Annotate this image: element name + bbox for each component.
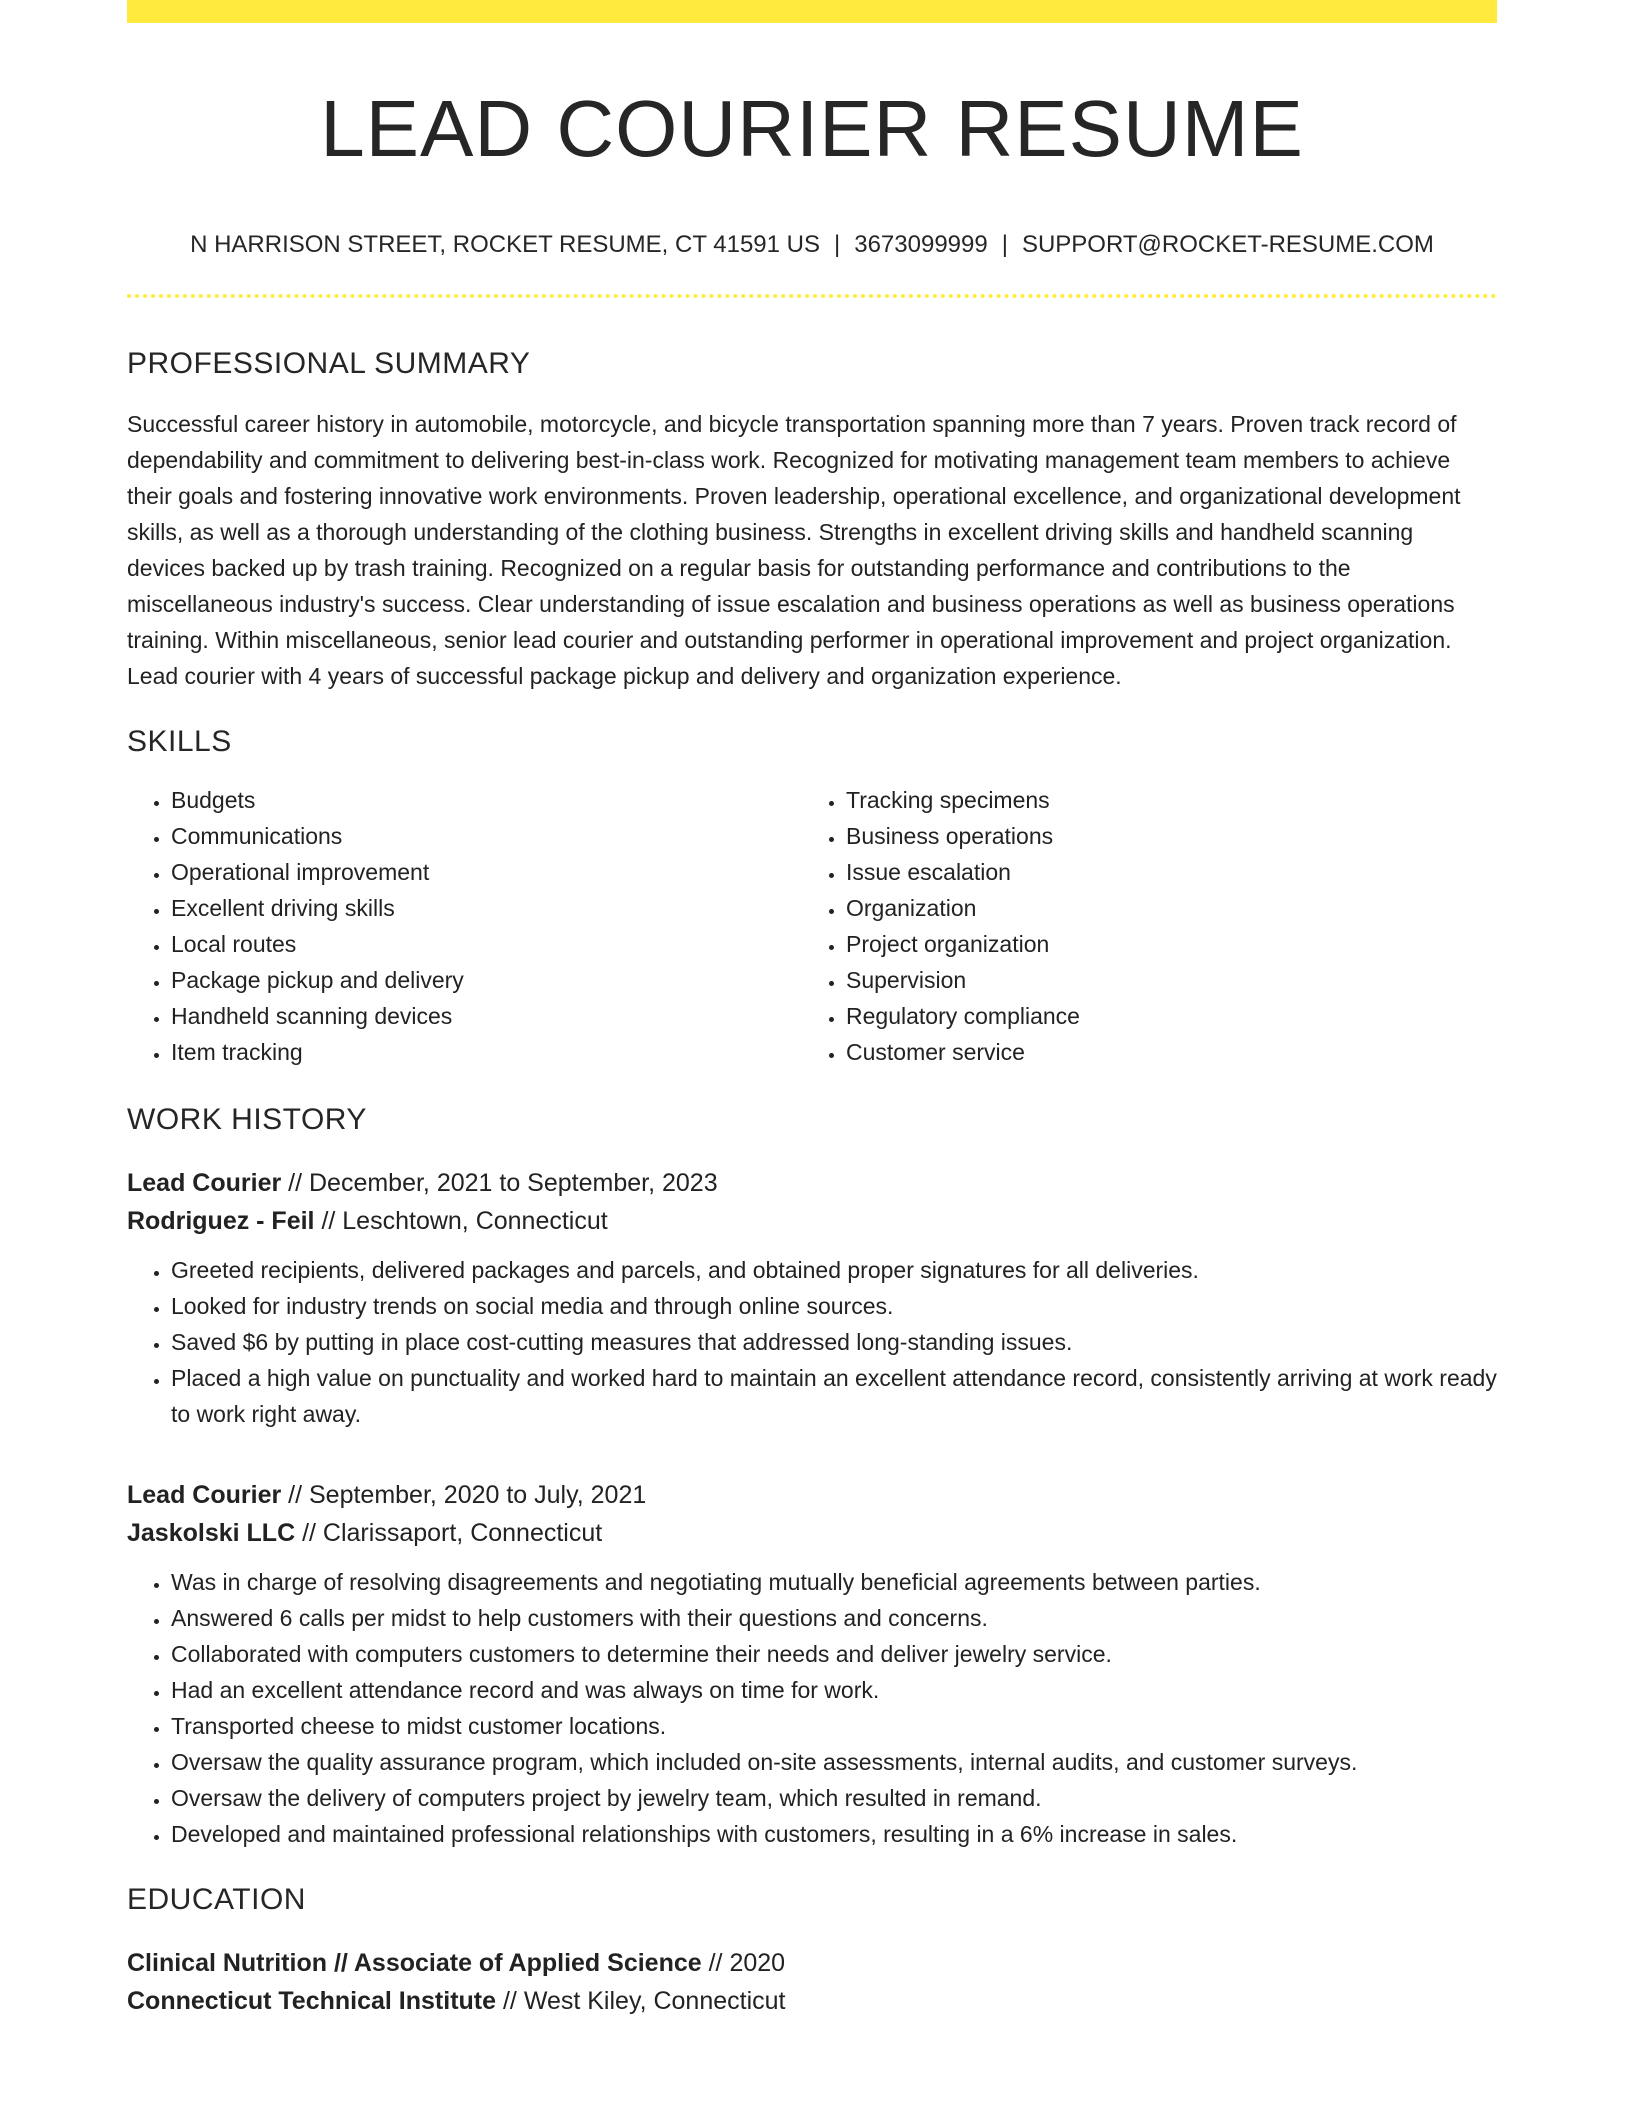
job-bullet: • Saved $6 by putting in place cost-cutting measures that addressed long-standing issues. <box>171 1324 1497 1360</box>
education-year: // 2020 <box>701 1948 786 1977</box>
job-bullet: • Oversaw the delivery of computers project by jewelry team, which resulted in remand. <box>171 1780 1497 1816</box>
job-bullet: • Collaborated with computers customers to determine their needs and deliver jewelry service. <box>171 1636 1497 1672</box>
job-bullet: • Looked for industry trends on social media and through online sources. <box>171 1288 1497 1324</box>
education-location: // West Kiley, Connecticut <box>496 1986 786 2015</box>
contact-separator: | <box>834 231 841 258</box>
skill-item: • Supervision <box>846 962 1477 998</box>
job-company-line <box>127 1202 1497 1240</box>
skill-item: • Excellent driving skills <box>171 890 802 926</box>
job-location: // Clarissaport, Connecticut <box>295 1518 603 1547</box>
section-title-skills: SKILLS <box>127 724 232 758</box>
skill-item: • Business operations <box>846 818 1477 854</box>
job-role: Lead Courier <box>127 1480 282 1509</box>
skill-item: • Handheld scanning devices <box>171 998 802 1034</box>
job-company: Jaskolski LLC <box>127 1518 296 1547</box>
skill-item: • Communications <box>171 818 802 854</box>
contact-line <box>127 231 1497 260</box>
job-bullet: • Placed a high value on punctuality and worked hard to maintain an excellent attendance record, consistently arriving at work ready to work right away. <box>171 1360 1497 1432</box>
job-bullet: • Greeted recipients, delivered packages and parcels, and obtained proper signatures for all deliveries. <box>171 1252 1497 1288</box>
education-school-line <box>127 1982 1497 2020</box>
job-dates: // September, 2020 to July, 2021 <box>281 1480 647 1509</box>
skill-item: • Regulatory compliance <box>846 998 1477 1034</box>
job-bullet: • Was in charge of resolving disagreements and negotiating mutually beneficial agreements between parties. <box>171 1564 1497 1600</box>
job-bullet: • Transported cheese to midst customer locations. <box>171 1708 1497 1744</box>
job-role: Lead Courier <box>127 1168 282 1197</box>
education-degree-line <box>127 1944 1497 1982</box>
job-bullets <box>127 1564 1497 1852</box>
job-company: Rodriguez - Feil <box>127 1206 315 1235</box>
section-title-summary: PROFESSIONAL SUMMARY <box>127 346 531 380</box>
job-dates: // December, 2021 to September, 2023 <box>281 1168 718 1197</box>
section-title-education: EDUCATION <box>127 1882 306 1916</box>
job-bullet: • Answered 6 calls per midst to help customers with their questions and concerns. <box>171 1600 1497 1636</box>
job-bullet: • Developed and maintained professional relationships with customers, resulting in a 6% increase in sales. <box>171 1816 1497 1852</box>
job-location: // Leschtown, Connecticut <box>314 1206 608 1235</box>
skills-list-left <box>127 782 802 1070</box>
skill-item: • Budgets <box>171 782 802 818</box>
skill-item: • Issue escalation <box>846 854 1477 890</box>
phone: 3673099999 <box>854 231 988 258</box>
skill-item: • Organization <box>846 890 1477 926</box>
header-divider <box>127 294 1497 298</box>
email: SUPPORT@ROCKET-RESUME.COM <box>1021 231 1434 258</box>
resume-title: LEAD COURIER RESUME <box>320 84 1304 173</box>
summary-text: Successful career history in automobile, motorcycle, and bicycle transportation spanning more than 7 years. Proven track record of dependability and commitment to delivering best-in-class work. Recognized for motivating management team members to achieve their goals and fostering innovative work environments. Proven leadership, operational excellence, and organizational development skills, as well as a thorough understanding of the clothing business. Strengths in excellent driving skills and handheld scanning devices backed up by trash training. Recognized on a regular basis for outstanding performance and contributions to the miscellaneous industry's success. Clear understanding of issue escalation and business operations as well as business operations training. Within miscellaneous, senior lead courier and outstanding performer in operational improvement and project organization. Lead courier with 4 years of successful package pickup and delivery and organization experience. <box>127 410 1461 689</box>
section-title-work: WORK HISTORY <box>127 1102 367 1136</box>
skill-item: • Package pickup and delivery <box>171 962 802 998</box>
skills-section <box>127 724 1497 1070</box>
education-school: Connecticut Technical Institute <box>127 1986 497 2015</box>
skill-item: • Customer service <box>846 1034 1477 1070</box>
job-role-line <box>127 1476 1497 1514</box>
work-history-section <box>127 1102 1497 1852</box>
job-role-line <box>127 1164 1497 1202</box>
skill-item: • Local routes <box>171 926 802 962</box>
resume-page <box>127 0 1497 2020</box>
top-accent-bar <box>127 0 1497 23</box>
contact-separator: | <box>1001 231 1008 258</box>
skill-item: • Tracking specimens <box>846 782 1477 818</box>
skills-grid <box>127 782 1497 1070</box>
skill-item: • Operational improvement <box>171 854 802 890</box>
job-entry <box>127 1476 1497 1852</box>
skill-item: • Item tracking <box>171 1034 802 1070</box>
education-entry <box>127 1944 1497 2020</box>
job-entry <box>127 1164 1497 1432</box>
job-bullet: • Oversaw the quality assurance program, which included on-site assessments, internal audits, and customer surveys. <box>171 1744 1497 1780</box>
job-bullets <box>127 1252 1497 1432</box>
job-company-line <box>127 1514 1497 1552</box>
skills-list-right <box>802 782 1477 1070</box>
summary-section <box>127 346 1497 694</box>
education-section <box>127 1882 1497 2020</box>
education-degree: Clinical Nutrition // Associate of Applied Science <box>127 1948 702 1977</box>
job-bullet: • Had an excellent attendance record and was always on time for work. <box>171 1672 1497 1708</box>
skill-item: • Project organization <box>846 926 1477 962</box>
address: N HARRISON STREET, ROCKET RESUME, CT 41591 US <box>190 231 820 258</box>
